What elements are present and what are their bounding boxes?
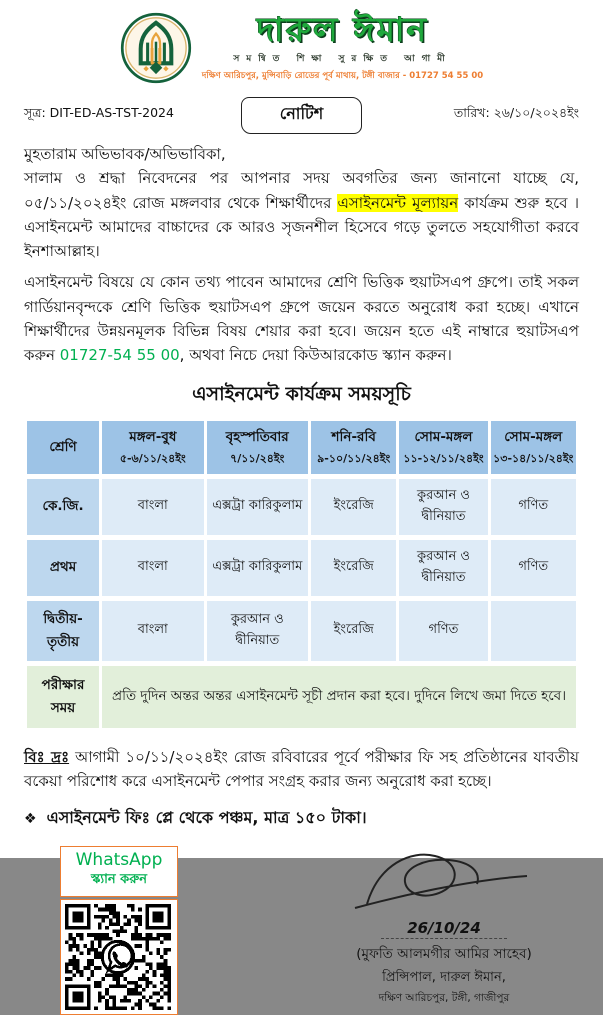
subject-cell: বাংলা — [102, 601, 203, 661]
col-header-4 — [399, 421, 487, 474]
table-row — [27, 479, 576, 535]
nb-label: বিঃ দ্রঃ — [24, 747, 70, 766]
paragraph-2 — [24, 270, 579, 367]
col-header-2 — [207, 421, 308, 474]
subject-cell: ইংরেজি — [311, 479, 396, 535]
subject-cell: গণিত — [491, 479, 576, 535]
signature-block — [319, 846, 569, 1015]
qr-code-whatsapp-icon — [65, 904, 171, 1010]
subject-cell: ইংরেজি — [311, 540, 396, 596]
subject-cell — [491, 601, 576, 661]
subject-cell: বাংলা — [102, 540, 203, 596]
col-header-1 — [102, 421, 203, 474]
signature-date: 26/10/24 — [381, 919, 507, 939]
para1-text-before: সালাম ও শ্রদ্ধা নিবেদনের পর আপনার সদয় অবগতির জন্য জানানো যাচ্ছে যে, ০৫/১১/২০২৪ইং রোজ মঙ্গলবার থেকে শিক্ষার্থীদের — [24, 169, 579, 212]
col-header-label: সোম-মঙ্গল — [414, 428, 473, 445]
subject-cell: কুরআন ও দ্বীনিয়াত — [399, 540, 487, 596]
subject-cell: ইংরেজি — [311, 601, 396, 661]
class-name-cell: প্রথম — [27, 540, 99, 596]
table-header-row — [27, 421, 576, 474]
highlighted-phrase: এসাইনমেন্ট মূল্যায়ন — [337, 193, 459, 212]
reference-number: সূত্র: DIT-ED-AS-TST-2024 — [24, 105, 174, 120]
institution-name: দারুল ঈমান — [256, 9, 429, 49]
col-header-class — [27, 421, 99, 474]
assignment-schedule-table — [24, 416, 579, 733]
col-header-date: ৭/১১/২৪ইং — [230, 451, 285, 465]
whatsapp-label: WhatsApp — [75, 849, 163, 870]
col-header-label: বৃহস্পতিবার — [225, 428, 289, 445]
whatsapp-phone-number: 01727-54 55 00 — [59, 346, 180, 365]
principal-name: (মুফতি আলমগীর আমির সাহেব) — [356, 945, 532, 962]
col-header-label: শ্রেণি — [49, 438, 77, 455]
subject-cell: গণিত — [491, 540, 576, 596]
subject-cell: গণিত — [399, 601, 487, 661]
col-header-date: ৫-৬/১১/২৪ইং — [119, 451, 186, 465]
paragraph-1 — [24, 166, 579, 263]
fee-text: এসাইনমেন্ট ফিঃ প্লে থেকে পঞ্চম, মাত্র ১৫০ টাকা। — [46, 807, 367, 827]
notice-badge: নোটিশ — [241, 97, 362, 134]
qr-code-box — [60, 899, 178, 1015]
exam-time-text: প্রতি দুদিন অন্তর অন্তর এসাইনমেন্ট সূচী প্রদান করা হবে। দুদিনে লিখে জমা দিতে হবে। — [102, 666, 576, 728]
col-header-date: ১৩-১৪/১১/২৪ইং — [493, 451, 574, 465]
exam-time-row — [27, 666, 576, 728]
meta-row — [24, 98, 579, 132]
body-text — [24, 142, 579, 368]
subject-cell: কুরআন ও দ্বীনিয়াত — [399, 479, 487, 535]
schedule-title: এসাইনমেন্ট কার্যক্রম সময়সূচি — [192, 382, 411, 405]
col-header-5 — [491, 421, 576, 474]
bottom-section — [24, 846, 579, 1015]
principal-title: প্রিন্সিপাল, দারুল ঈমান, — [382, 969, 506, 985]
subject-cell: কুরআন ও দ্বীনিয়াত — [207, 601, 308, 661]
subject-cell: এক্সট্রা কারিকুলাম — [207, 540, 308, 596]
whatsapp-block — [60, 846, 178, 1015]
nb-note — [24, 745, 579, 793]
principal-address: দক্ষিণ আরিচপুর, টঙ্গী, গাজীপুর — [378, 991, 510, 1004]
para2-text-after: , অথবা নিচে দেয়া কিউআরকোড স্ক্যান করুন। — [179, 346, 452, 365]
subject-cell: বাংলা — [102, 479, 203, 535]
letterhead — [24, 8, 579, 88]
signature-scribble-icon — [349, 846, 539, 918]
whatsapp-label-box — [60, 846, 178, 897]
col-header-date: ৯-১০/১১/২৪ইং — [317, 451, 391, 465]
para1-text-after: কার্যক্রম শুরু হবে । এসাইনমেন্ট আমাদের বাচ্চাদের কে আরও সৃজনশীল হিসেবে গড়ে তুলতে সহযোগীতা করবে ইনশাআল্লাহ। — [24, 193, 579, 261]
col-header-date: ১১-১২/১১/২৪ইং — [403, 451, 484, 465]
scan-instruction: স্ক্যান করুন — [90, 871, 148, 887]
col-header-label: শনি-রবি — [331, 428, 376, 445]
col-header-label: সোম-মঙ্গল — [504, 428, 563, 445]
fee-line — [24, 805, 579, 832]
letterhead-text — [201, 9, 484, 84]
class-name-cell: দ্বিতীয়-তৃতীয় — [27, 601, 99, 661]
notice-date: তারিখ: ২৬/১০/২০২৪ইং — [453, 105, 579, 120]
table-row — [27, 540, 576, 596]
nb-text: আগামী ১০/১১/২০২৪ইং রোজ রবিবারের পূর্বে পরীক্ষার ফি সহ প্রতিষ্ঠানের যাবতীয় বকেয়া পরিশোধ করে এসাইনমেন্ট পেপার সংগ্রহ করার জন্য অনুরোধ করা হচ্ছে। — [24, 747, 579, 790]
para2-text-before: এসাইনমেন্ট বিষয়ে যে কোন তথ্য পাবেন আমাদের শ্রেণি ভিত্তিক হুয়াটসএপ গ্রুপে। তাই সকল গার্ডিয়ানবৃন্দকে শ্রেণি ভিত্তিক হুয়াটসএপ গ্রুপে জয়েন করতে অনুরোধ করা হচ্ছে। এখানে শিক্ষার্থীদের উন্নয়নমূলক বিভিন্ন বিষয় শেয়ার করা হবে। জয়েন হতে এই নাম্বারে হুয়াটসএপ করুন — [24, 273, 579, 365]
salutation: মুহতারাম অভিভাবক/অভিভাবিকা, — [24, 145, 226, 163]
institution-address-phone: দক্ষিণ আরিচপুর, মুন্সিবাড়ি রোডের পূর্ব মাথায়, টঙ্গী বাজার - 01727 54 55 00 — [201, 71, 484, 82]
institution-tagline: সমন্বিত শিক্ষা সুরক্ষিত আগামী — [233, 54, 452, 65]
table-row — [27, 601, 576, 661]
mosque-emblem-icon — [120, 12, 192, 84]
diamond-bullet-icon: ❖ — [24, 810, 37, 827]
exam-time-label: পরীক্ষার সময় — [27, 666, 99, 728]
col-header-label: মঙ্গল-বুধ — [129, 428, 177, 445]
subject-cell: এক্সট্রা কারিকুলাম — [207, 479, 308, 535]
class-name-cell: কে.জি. — [27, 479, 99, 535]
col-header-3 — [311, 421, 396, 474]
